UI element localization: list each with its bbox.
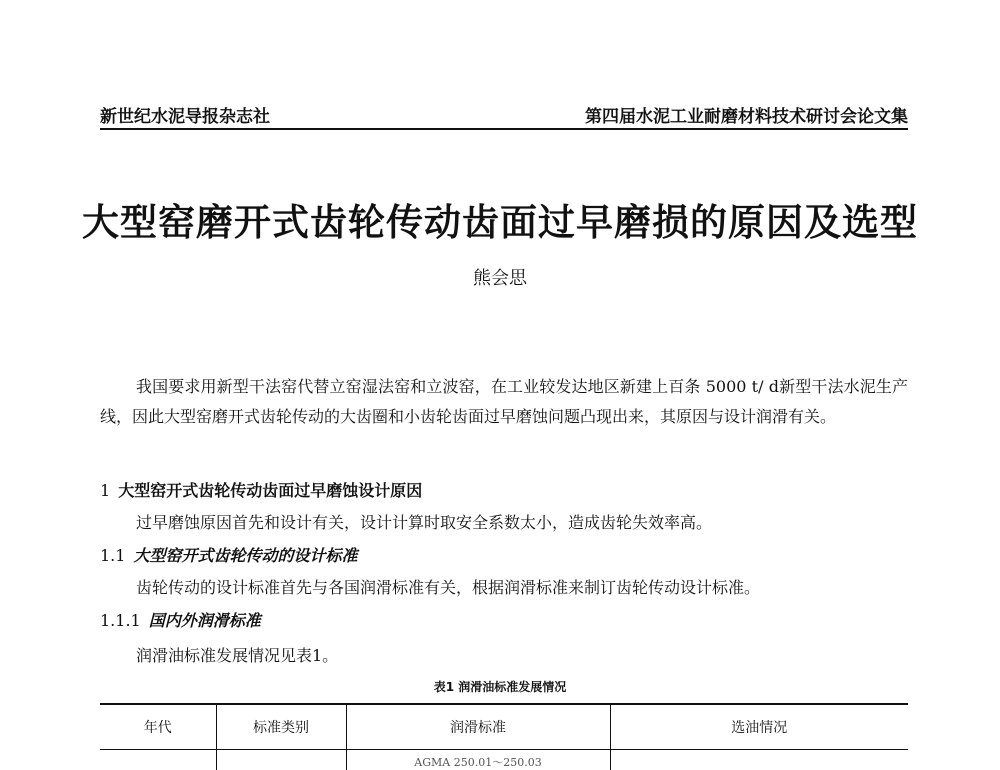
section-title: 国内外润滑标准 — [149, 611, 261, 630]
section-1-heading — [100, 478, 908, 504]
column-header-era: 年代 — [100, 704, 216, 750]
section-1-paragraph: 过早磨蚀原因首先和设计有关，设计计算时取安全系数太小，造成齿轮失效率高。 — [100, 508, 908, 538]
column-header-lubrication-standard: 润滑标准 — [346, 704, 610, 750]
article-author: 熊会思 — [0, 264, 1000, 290]
table-caption: 表1 润滑油标准发展情况 — [0, 678, 1000, 695]
section-number: 1 — [100, 481, 110, 500]
article-title: 大型窑磨开式齿轮传动齿面过早磨损的原因及选型 — [0, 192, 1000, 246]
table-header-row — [100, 704, 908, 750]
section-1-1-1-paragraph: 润滑油标准发展情况见表1。 — [100, 641, 908, 671]
column-header-standard-type: 标准类别 — [216, 704, 346, 750]
column-header-oil-selection: 选油情况 — [610, 704, 908, 750]
section-number: 1.1 — [100, 546, 125, 565]
section-title: 大型窑开式齿轮传动的设计标准 — [133, 546, 357, 565]
proceedings-title: 第四届水泥工业耐磨材料技术研讨会论文集 — [585, 102, 908, 127]
intro-paragraph: 我国要求用新型干法窑代替立窑湿法窑和立波窑，在工业较发达地区新建上百条 5000 t/ d新型干法水泥生产线，因此大型窑磨开式齿轮传动的大齿圈和小齿轮齿面过早磨蚀问题凸现出来，其原因与设计润滑有关。 — [100, 372, 908, 432]
table-cell: AGMA 250.01～250.03 — [346, 750, 610, 770]
section-1-1-1-heading — [100, 608, 908, 634]
section-1-1-paragraph: 齿轮传动的设计标准首先与各国润滑标准有关，根据润滑标准来制订齿轮传动设计标准。 — [100, 573, 908, 603]
header-rule — [100, 128, 908, 130]
running-header — [100, 102, 908, 126]
section-1-1-heading — [100, 543, 908, 569]
publisher-name: 新世纪水泥导报杂志社 — [100, 102, 270, 127]
section-number: 1.1.1 — [100, 611, 141, 630]
section-title: 大型窑开式齿轮传动齿面过早磨蚀设计原因 — [118, 481, 422, 500]
